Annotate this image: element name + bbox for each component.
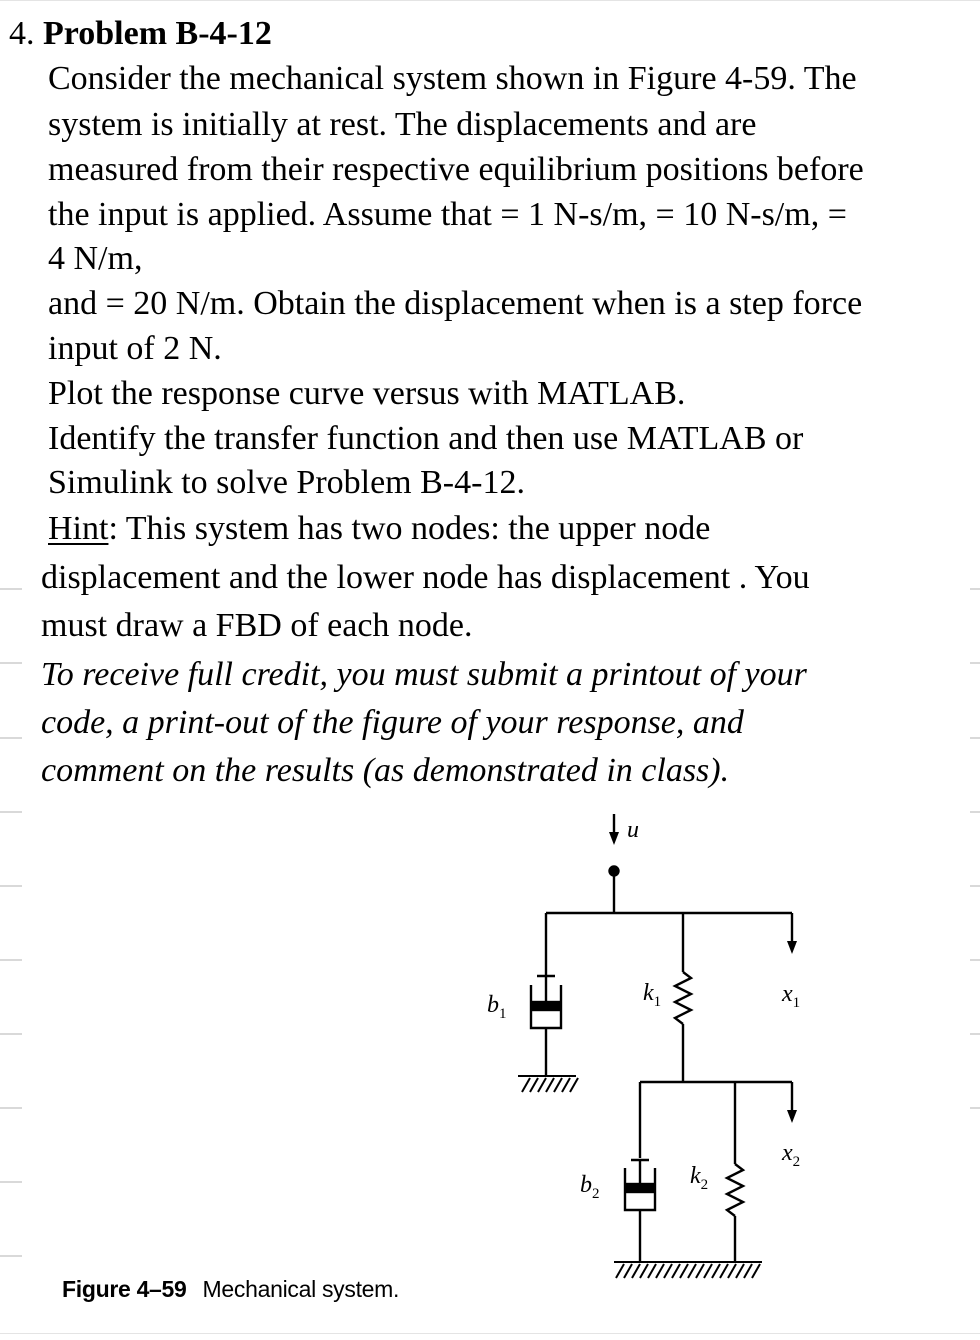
label-k1: $k_1$ <box>643 980 662 1010</box>
label-k2: $k_2$ <box>690 1163 709 1193</box>
ground-lower <box>614 1262 762 1278</box>
credit-line: To receive full credit, you must submit a printout of your <box>41 656 807 693</box>
body-line: the input is applied. Assume that = 1 N-s/m, = 10 N-s/m, = <box>48 196 847 233</box>
body-line: system is initially at rest. The displacements and are <box>48 106 757 143</box>
problem-title: Problem B-4-12 <box>43 15 272 52</box>
label-x1: $x_1$ <box>782 981 801 1011</box>
figure-caption-text: Mechanical system. <box>202 1276 400 1302</box>
hint-line: displacement and the lower node has displacement . You <box>41 559 810 596</box>
label-x2: $x_2$ <box>782 1140 801 1170</box>
body-line: Identify the transfer function and then use MATLAB or <box>48 420 804 457</box>
body-line: input of 2 N. <box>48 330 222 367</box>
problem-number: 4. <box>9 15 35 52</box>
x2-arrow <box>787 1082 797 1123</box>
hint-text: : This system has two nodes: the upper node <box>108 510 711 547</box>
spring-k2 <box>727 1082 743 1262</box>
ground-b1 <box>518 1076 578 1092</box>
body-line: Simulink to solve Problem B-4-12. <box>48 464 525 501</box>
x1-arrow <box>787 913 797 954</box>
credit-line: comment on the results (as demonstrated in class). <box>41 752 730 789</box>
body-line: Plot the response curve versus with MATLAB. <box>48 375 686 412</box>
spring-k1 <box>675 913 691 1082</box>
label-b2: $b_2$ <box>580 1172 600 1202</box>
damper-b1 <box>531 913 561 1076</box>
body-line: and = 20 N/m. Obtain the displacement when is a step force <box>48 285 863 322</box>
figure-caption <box>62 1276 399 1303</box>
body-line: 4 N/m, <box>48 240 143 277</box>
damper-b2 <box>625 1082 655 1262</box>
hint-label: Hint <box>48 510 109 547</box>
label-u: u <box>627 817 639 843</box>
body-line: Consider the mechanical system shown in Figure 4-59. The <box>48 60 857 97</box>
hint-line: must draw a FBD of each node. <box>41 607 473 644</box>
body-line: measured from their respective equilibrium positions before <box>48 151 864 188</box>
credit-line: code, a print-out of the figure of your response, and <box>41 704 744 741</box>
label-b1: $b_1$ <box>487 992 507 1022</box>
figure-caption-label: Figure 4–59 <box>62 1276 187 1302</box>
input-force-arrow <box>609 814 619 845</box>
